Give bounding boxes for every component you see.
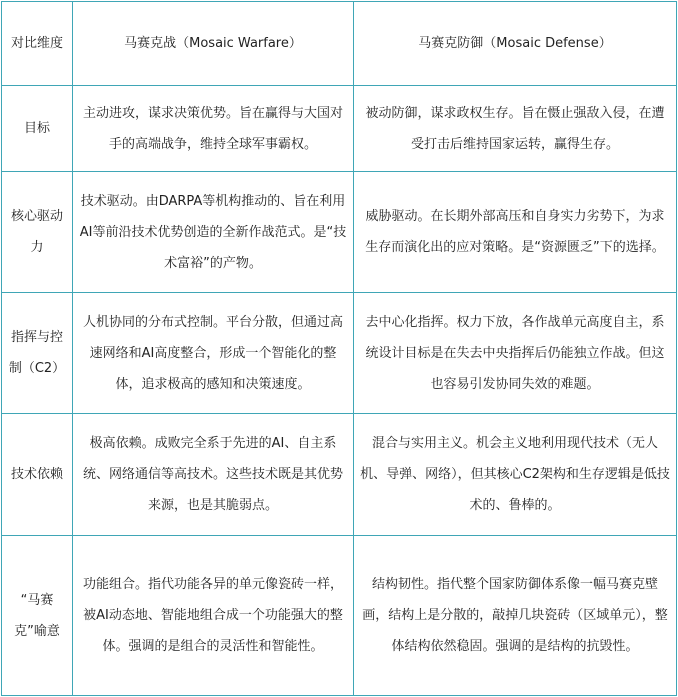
dimension-cell: 目标 xyxy=(2,86,73,172)
warfare-cell: 技术驱动。由DARPA等机构推动的、旨在利用AI等前沿技术优势创造的全新作战范式。是“技术富裕”的产物。 xyxy=(73,172,354,293)
table-row xyxy=(2,293,677,414)
header-dimension-cell: 对比维度 xyxy=(2,2,73,86)
defense-cell: 混合与实用主义。机会主义地利用现代技术（无人机、导弹、网络），但其核心C2架构和生存逻辑是低技术的、鲁棒的。 xyxy=(354,414,677,536)
table-header-row xyxy=(2,2,677,86)
warfare-cell: 人机协同的分布式控制。平台分散，但通过高速网络和AI高度整合，形成一个智能化的整体，追求极高的感知和决策速度。 xyxy=(73,293,354,414)
table-row xyxy=(2,414,677,536)
warfare-cell: 功能组合。指代功能各异的单元像瓷砖一样，被AI动态地、智能地组合成一个功能强大的整体。强调的是组合的灵活性和智能性。 xyxy=(73,536,354,696)
defense-cell: 去中心化指挥。权力下放，各作战单元高度自主，系统设计目标是在失去中央指挥后仍能独立作战。但这也容易引发协同失效的难题。 xyxy=(354,293,677,414)
defense-cell: 被动防御，谋求政权生存。旨在慑止强敌入侵，在遭受打击后维持国家运转，赢得生存。 xyxy=(354,86,677,172)
dimension-cell: “马赛克”喻意 xyxy=(2,536,73,696)
warfare-cell: 主动进攻，谋求决策优势。旨在赢得与大国对手的高端战争，维持全球军事霸权。 xyxy=(73,86,354,172)
header-mosaic-warfare-cell: 马赛克战（Mosaic Warfare） xyxy=(73,2,354,86)
header-mosaic-defense-cell: 马赛克防御（Mosaic Defense） xyxy=(354,2,677,86)
dimension-cell: 技术依赖 xyxy=(2,414,73,536)
table-row xyxy=(2,536,677,696)
defense-cell: 结构韧性。指代整个国家防御体系像一幅马赛克壁画，结构上是分散的，敲掉几块瓷砖（区域单元），整体结构依然稳固。强调的是结构的抗毁性。 xyxy=(354,536,677,696)
defense-cell: 威胁驱动。在长期外部高压和自身实力劣势下，为求生存而演化出的应对策略。是“资源匮乏”下的选择。 xyxy=(354,172,677,293)
warfare-cell: 极高依赖。成败完全系于先进的AI、自主系统、网络通信等高技术。这些技术既是其优势来源，也是其脆弱点。 xyxy=(73,414,354,536)
comparison-table xyxy=(1,1,677,696)
dimension-cell: 指挥与控制（C2） xyxy=(2,293,73,414)
dimension-cell: 核心驱动力 xyxy=(2,172,73,293)
table-row xyxy=(2,172,677,293)
table-row xyxy=(2,86,677,172)
